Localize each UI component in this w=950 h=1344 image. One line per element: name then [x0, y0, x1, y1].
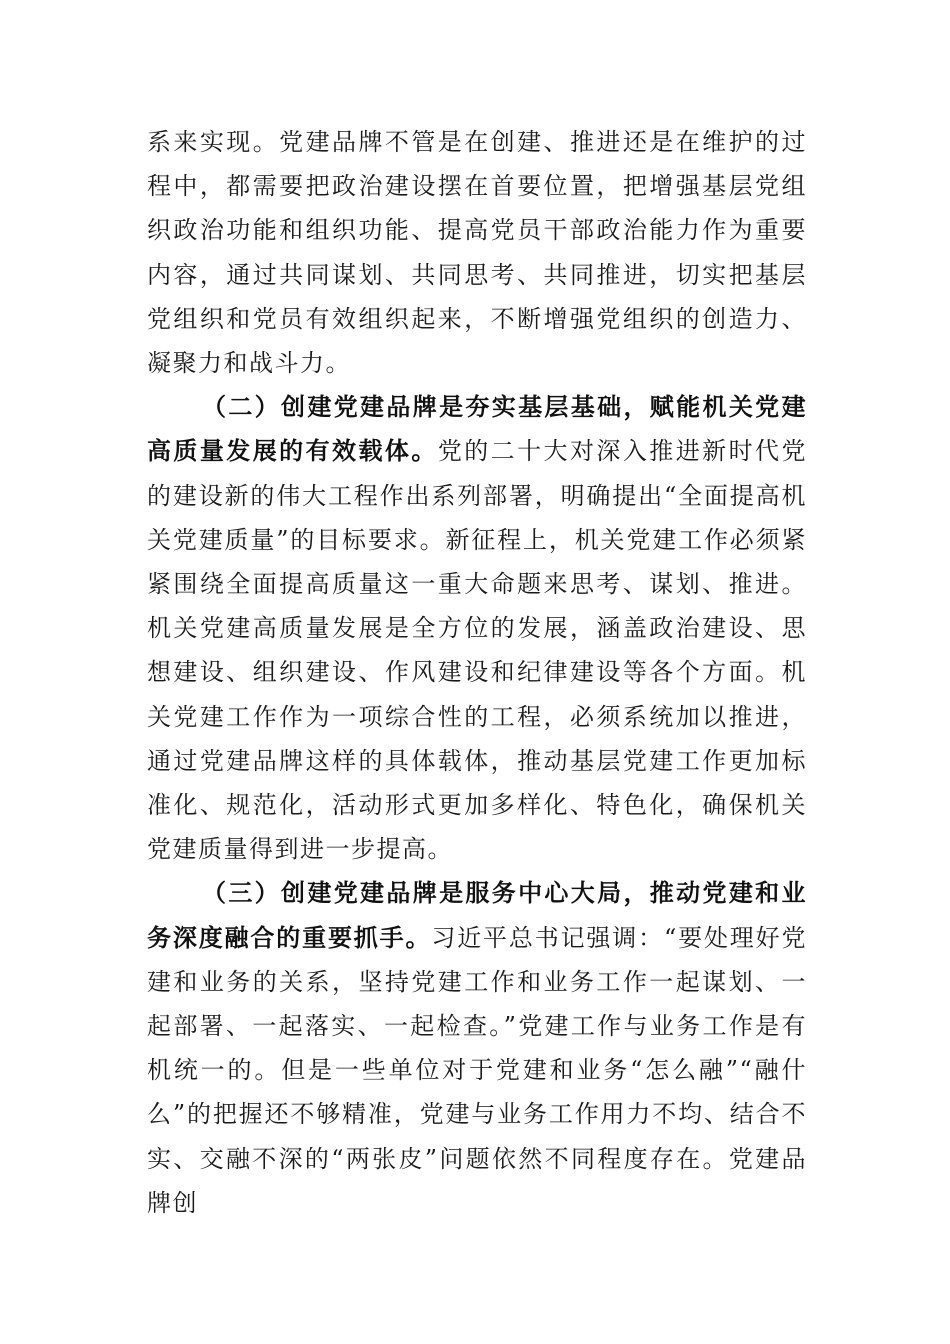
paragraph-3-heading: （三）创建党建品牌是服务中心大局，推动党建和业务深度融合的重要抓手。	[147, 878, 807, 952]
paragraph-1-text: 系来实现。党建品牌不管是在创建、推进还是在维护的过程中，都需要把政治建设摆在首要位置，把增强基层党组织政治功能和组织功能、提高党员干部政治能力作为重要内容，通过共同谋划、共同思考、共同推进，切实把基层党组织和党员有效组织起来，不断增强党组织的创造力、凝聚力和战斗力。	[147, 128, 807, 378]
document-body	[147, 120, 807, 1225]
paragraph-3	[147, 871, 807, 1225]
paragraph-2	[147, 385, 807, 871]
paragraph-1	[147, 120, 807, 385]
paragraph-3-text: 习近平总书记强调：“要处理好党建和业务的关系，坚持党建工作和业务工作一起谋划、一起部署、一起落实、一起检查。”党建工作与业务工作是有机统一的。但是一些单位对于党建和业务“怎么融”“融什么”的把握还不够精准，党建与业务工作用力不均、结合不实、交融不深的“两张皮”问题依然不同程度存在。党建品牌创	[147, 923, 807, 1217]
paragraph-2-heading: （二）创建党建品牌是夯实基层基础，赋能机关党建高质量发展的有效载体。	[147, 392, 807, 466]
paragraph-2-text: 党的二十大对深入推进新时代党的建设新的伟大工程作出系列部署，明确提出“全面提高机关党建质量”的目标要求。新征程上，机关党建工作必须紧紧围绕全面提高质量这一重大命题来思考、谋划、推进。机关党建高质量发展是全方位的发展，涵盖政治建设、思想建设、组织建设、作风建设和纪律建设等各个方面。机关党建工作作为一项综合性的工程，必须系统加以推进，通过党建品牌这样的具体载体，推动基层党建工作更加标准化、规范化，活动形式更加多样化、特色化，确保机关党建质量得到进一步提高。	[147, 437, 807, 864]
